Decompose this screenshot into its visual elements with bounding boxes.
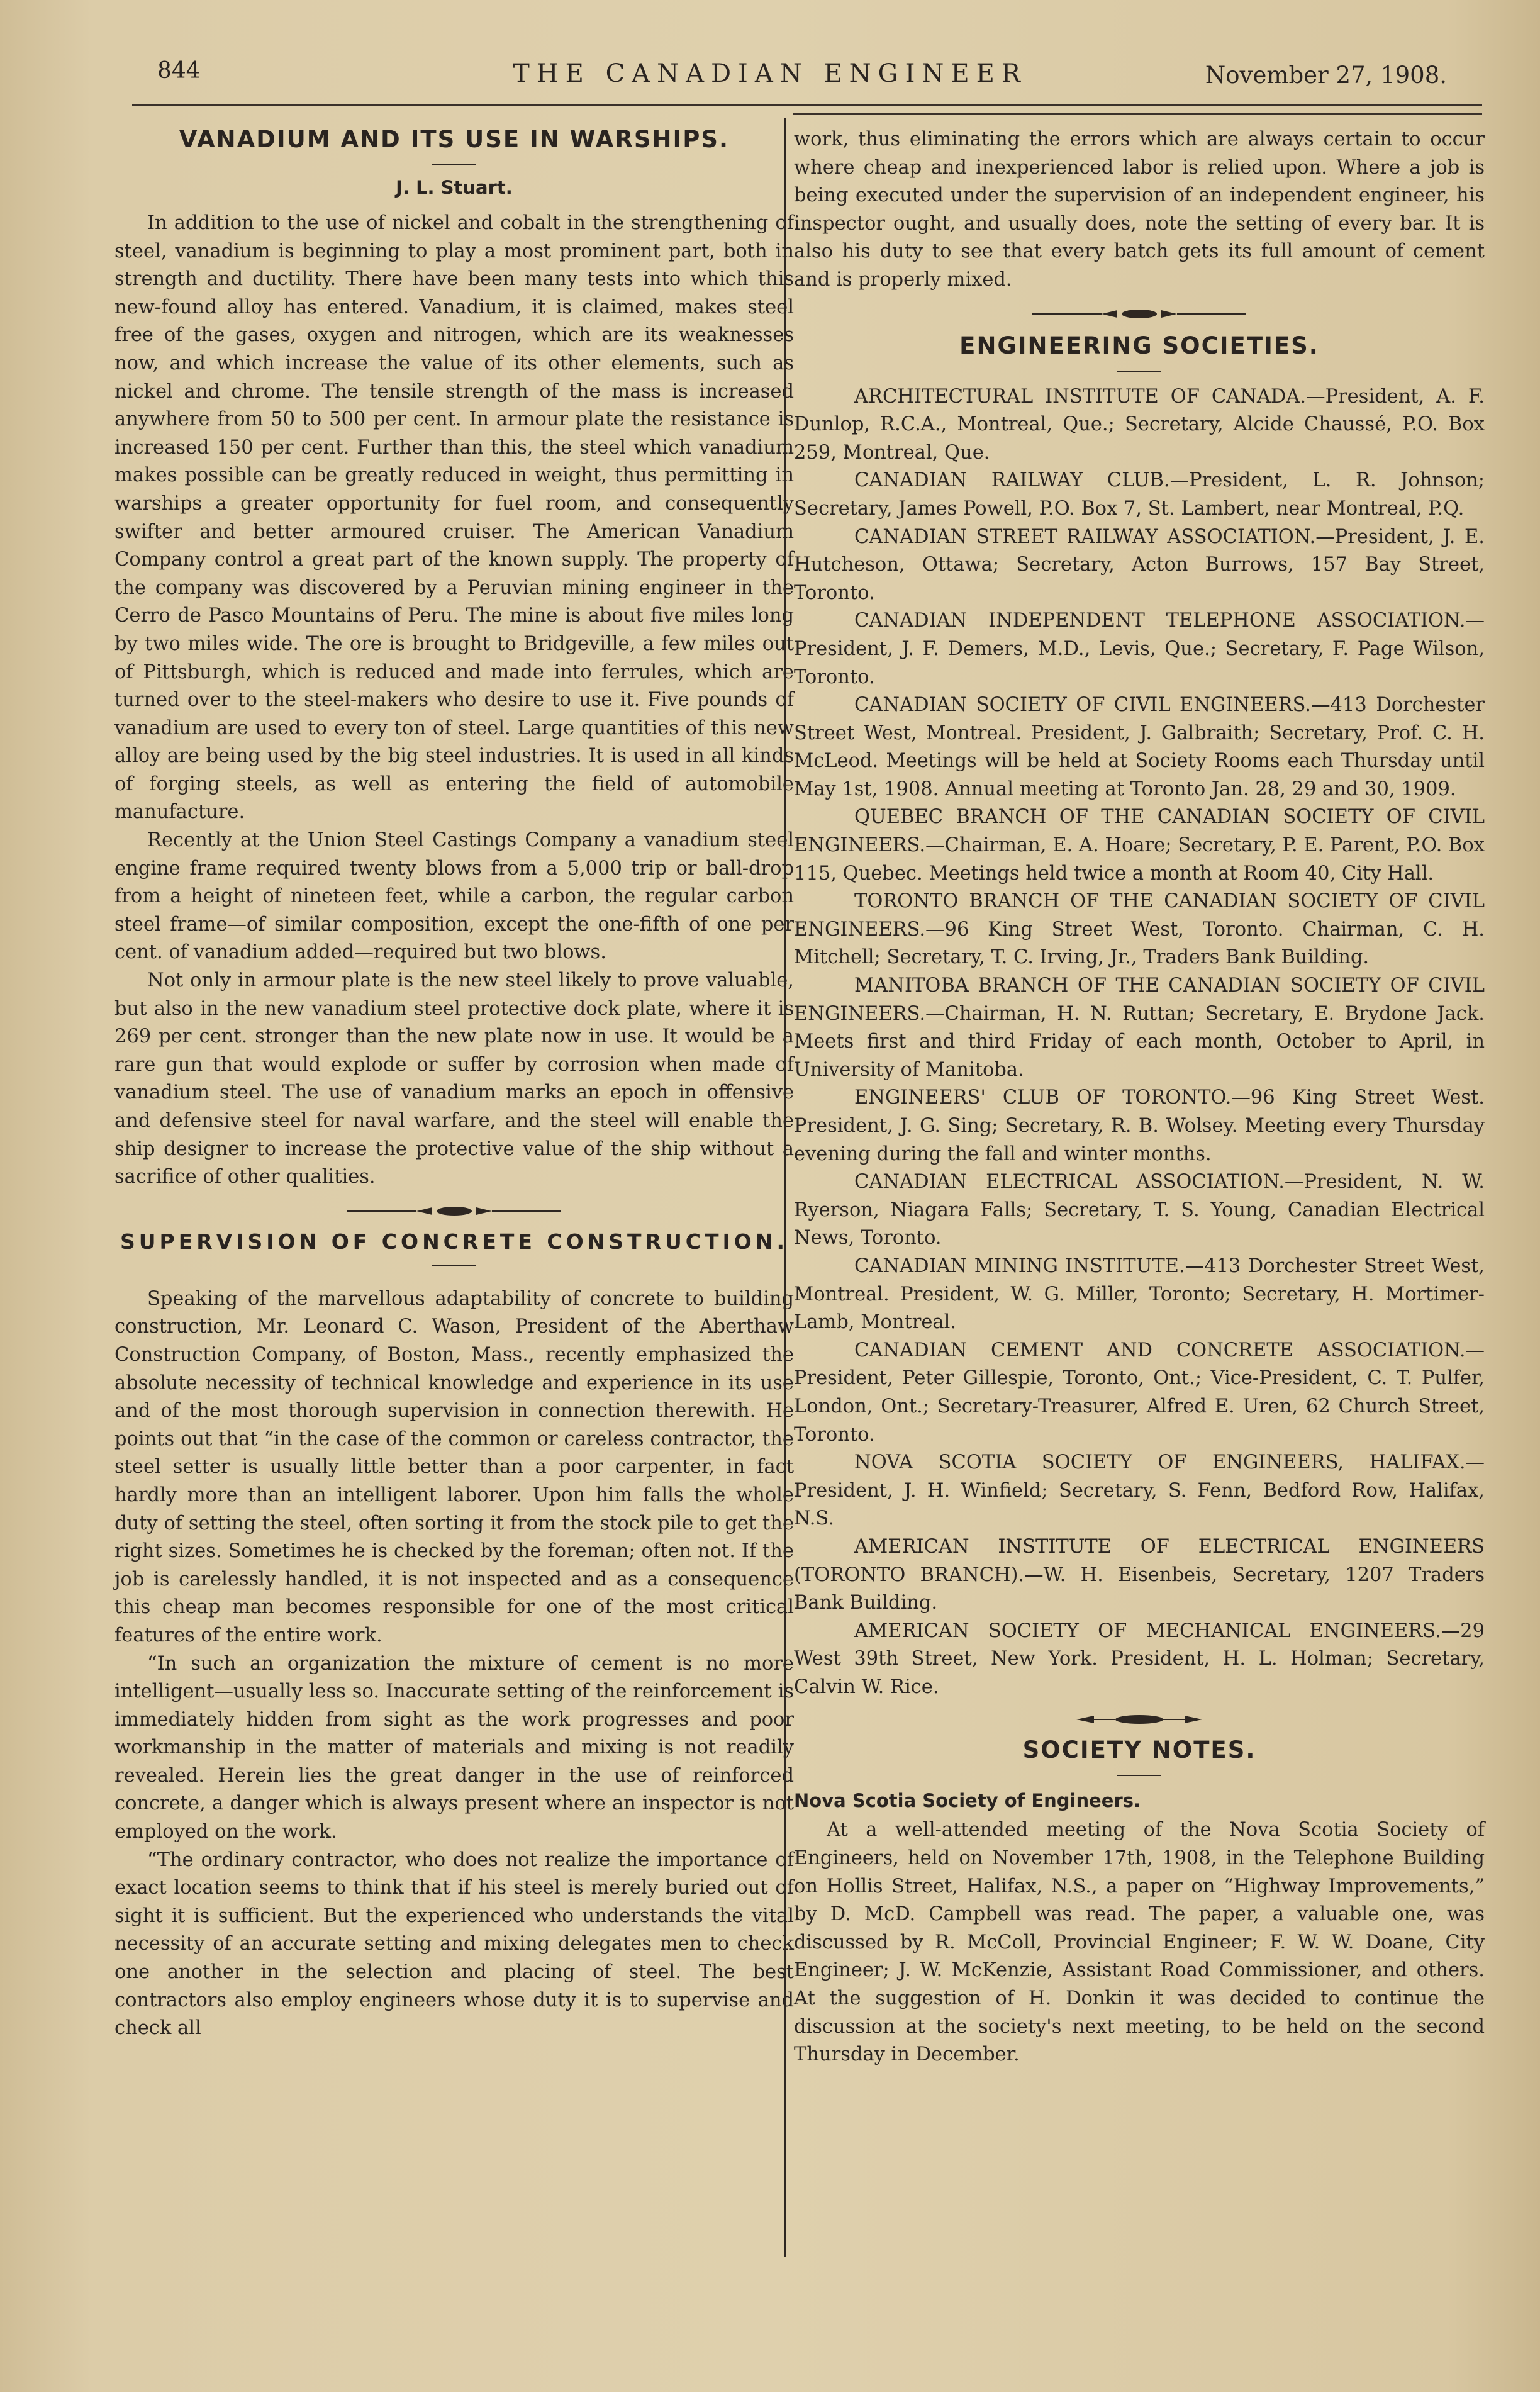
article-byline: J. L. Stuart.: [396, 177, 513, 198]
society-entry: QUEBEC BRANCH OF THE CANADIAN SOCIETY OF CIVIL ENGINEERS.—Chairman, E. A. Hoare; Secretary, P. E. Parent, P.O. Box 115, Quebec. Meetings held twice a month at Room 40, City Hall.: [794, 806, 1485, 885]
society-entry: ENGINEERS' CLUB OF TORONTO.—96 King Street West. President, J. G. Sing; Secretary, R. B. Wolsey. Meeting every Thursday evening during the fall and winter months.: [794, 1087, 1485, 1165]
paragraph: Not only in armour plate is the new steel likely to prove valuable, but also in the new vanadium steel protective dock plate, where it is 269 per cent. stronger than the new plate now in use. It would be a rare gun that would explode or suffer by corrosion when made of vanadium steel. The use of vanadium marks an epoch in offensive and defensive steel for naval warfare, and the steel will enable the ship designer to increase the protective value of the ship without a sacrifice of other qualities.: [114, 970, 794, 1188]
title-rule: [1117, 371, 1161, 372]
journal-title: THE CANADIAN ENGINEER: [513, 59, 1027, 88]
paragraph: “The ordinary contractor, who does not realize the importance of exact location seems to think that if his steel is merely buried out of sight it is sufficient. But the experienced who understands the vital necessity of an accurate setting and mixing delegates men to check one another in the selection and placing of steel. The best contractors also employ engineers whose duty it is to supervise and check all: [114, 1848, 794, 2040]
society-entry: CANADIAN CEMENT AND CONCRETE ASSOCIATION.—President, Peter Gillespie, Toronto, Ont.; Vice-President, C. T. Pulfer, London, Ont.; Secretary-Treasurer, Alfred E. Uren, 62 Church Street, Toronto.: [794, 1339, 1485, 1446]
paragraph: In addition to the use of nickel and cobalt in the strengthening of steel, vanadium is beginning to play a most prominent part, both in strength and ductility. There have been many tests into which this new-found alloy has entered. Vanadium, it is claimed, makes steel free of the gases, oxygen and nitrogen, which are its weaknesses now, and which increase the value of its other elements, such as nickel and chrome. The tensile strength of the mass is increased anywhere from 50 to 500 per cent. In armour plate the resistance is increased 150 per cent. Further than this, the steel which vanadium makes possible can be greatly reduced in weight, thus permitting in warships a greater opportunity for fuel room, and consequently swifter and better armoured cruiser. The American Vanadium Company control a great part of the known supply. The property of the company was discovered by a Peruvian mining engineer in the Cerro de Pasco Mountains of Peru. The mine is about five miles long by two miles wide. The ore is brought to Bridgeville, a few miles out of Pittsburgh, which is reduced and made into ferrules, which are turned over to the steel-makers who desire to use it. Five pounds of vanadium are used to every ton of steel. Large quantities of this new alloy are being used by the big steel industries. It is used in all kinds of forging steels, as well as entering the field of automobile manufacture.: [114, 212, 794, 824]
ornament-divider: [347, 1202, 561, 1221]
right-column: [794, 126, 1485, 2069]
header-rule: [132, 104, 1482, 106]
society-entry: ARCHITECTURAL INSTITUTE OF CANADA.—President, A. F. Dunlop, R.C.A., Montreal, Que.; Secretary, Alcide Chaussé, P.O. Box 259, Montreal, Que.: [794, 385, 1485, 464]
section-title-societies: ENGINEERING SOCIETIES.: [959, 332, 1319, 359]
title-rule: [432, 1265, 476, 1266]
society-entry: AMERICAN INSTITUTE OF ELECTRICAL ENGINEERS (TORONTO BRANCH).—W. H. Eisenbeis, Secretary, 1207 Traders Bank Building.: [794, 1535, 1485, 1614]
society-entry: CANADIAN RAILWAY CLUB.—President, L. R. Johnson; Secretary, James Powell, P.O. Box 7, St. Lambert, near Montreal, P.Q.: [794, 469, 1485, 520]
ornament-divider: [1032, 305, 1246, 323]
society-entry: CANADIAN INDEPENDENT TELEPHONE ASSOCIATION.—President, J. F. Demers, M.D., Levis, Que.; Secretary, F. Page Wilson, Toronto.: [794, 610, 1485, 688]
ornament-divider: [1076, 1711, 1202, 1728]
page-number: 844: [157, 58, 201, 84]
paragraph-continuation: work, thus eliminating the errors which are always certain to occur where cheap and inexperienced labor is relied upon. Where a job is being executed under the supervision of an independent engineer, his inspector ought, and usually does, note the setting of every bar. It is also his duty to see that every batch gets its full amount of cement and is properly mixed.: [794, 128, 1485, 291]
title-rule: [1117, 1775, 1161, 1776]
society-entry: CANADIAN MINING INSTITUTE.—413 Dorchester Street West, Montreal. President, W. G. Miller, Toronto; Secretary, H. Mortimer-Lamb, Montreal.: [794, 1255, 1485, 1334]
page-header: [0, 55, 1540, 106]
society-entry: AMERICAN SOCIETY OF MECHANICAL ENGINEERS.—29 West 39th Street, New York. President, H. L. Holman; Secretary, Calvin W. Rice.: [794, 1619, 1485, 1698]
paragraph: Recently at the Union Steel Castings Company a vanadium steel engine frame required twenty blows from a 5,000 trip or ball-drop from a height of nineteen feet, while a carbon, the regular carbon steel frame—of similar composition, except the one-fifth of one per cent. of vanadium added—required but two blows.: [114, 829, 794, 964]
notes-subheading: Nova Scotia Society of Engineers.: [794, 1790, 1141, 1812]
paragraph: “In such an organization the mixture of cement is no more intelligent—usually less so. Inaccurate setting of the reinforcement is immediately hidden from sight as the work progresses and poor workmanship in the matter of materials and mixing is not readily revealed. Herein lies the great danger in the use of reinforced concrete, a danger which is always present where an inspector is not employed on the work.: [114, 1652, 794, 1843]
paragraph: At a well-attended meeting of the Nova Scotia Society of Engineers, held on November 17th, 1908, in the Telephone Building on Hollis Street, Halifax, N.S., a paper on “Highway Improvements,” by D. McD. Campbell was read. The paper, a valuable one, was discussed by R. McColl, Provincial Engineer; F. W. W. Doane, City Engineer; J. W. McKenzie, Assistant Road Commissioner, and others. At the suggestion of H. Donkin it was decided to continue the discussion at the society's next meeting, to be held on the second Thursday in December.: [794, 1819, 1485, 2066]
paragraph: Speaking of the marvellous adaptability of concrete to building construction, Mr. Leonard C. Wason, President of the Aberthaw Construction Company, of Boston, Mass., recently emphasized the absolute necessity of technical knowledge and experience in its use and of the most thorough supervision in connection therewith. He points out that “in the case of the common or careless contractor, the steel setter is usually little better than a poor carpenter, in fact hardly more than an intelligent laborer. Upon him falls the whole duty of setting the steel, often sorting it from the stock pile to get the right sizes. Sometimes he is checked by the foreman; often not. If the job is carelessly handled, it is not inspected and as a consequence this cheap man becomes responsible for one of the most critical features of the entire work.: [114, 1287, 794, 1646]
society-entry: CANADIAN STREET RAILWAY ASSOCIATION.—President, J. E. Hutcheson, Ottawa; Secretary, Acton Burrows, 157 Bay Street, Toronto.: [794, 525, 1485, 604]
header-rule-secondary: [793, 113, 1482, 115]
article-title-vanadium: VANADIUM AND ITS USE IN WARSHIPS.: [179, 126, 730, 153]
society-entry: CANADIAN ELECTRICAL ASSOCIATION.—President, N. W. Ryerson, Niagara Falls; Secretary, T. S. Young, Canadian Electrical News, Toronto.: [794, 1171, 1485, 1249]
section-title-notes: SOCIETY NOTES.: [1022, 1736, 1256, 1764]
society-entry: NOVA SCOTIA SOCIETY OF ENGINEERS, HALIFAX.—President, J. H. Winfield; Secretary, S. Fenn, Bedford Row, Halifax, N.S.: [794, 1451, 1485, 1530]
society-entry: MANITOBA BRANCH OF THE CANADIAN SOCIETY OF CIVIL ENGINEERS.—Chairman, H. N. Ruttan; Secretary, E. Brydone Jack. Meets first and third Friday of each month, October to April, in University of Manitoba.: [794, 975, 1485, 1081]
title-rule: [432, 164, 476, 165]
society-entry: CANADIAN SOCIETY OF CIVIL ENGINEERS.—413 Dorchester Street West, Montreal. President, J. Galbraith; Secretary, Prof. C. H. McLeod. Meetings will be held at Society Rooms each Thursday until May 1st, 1908. Annual meeting at Toronto Jan. 28, 29 and 30, 1909.: [794, 694, 1485, 800]
society-entry: TORONTO BRANCH OF THE CANADIAN SOCIETY OF CIVIL ENGINEERS.—96 King Street West, Toronto. Chairman, C. H. Mitchell; Secretary, T. C. Irving, Jr., Traders Bank Building.: [794, 890, 1485, 969]
left-column: [114, 126, 794, 2043]
article-title-supervision: SUPERVISION OF CONCRETE CONSTRUCTION.: [120, 1229, 788, 1254]
issue-date: November 27, 1908.: [1205, 62, 1447, 89]
